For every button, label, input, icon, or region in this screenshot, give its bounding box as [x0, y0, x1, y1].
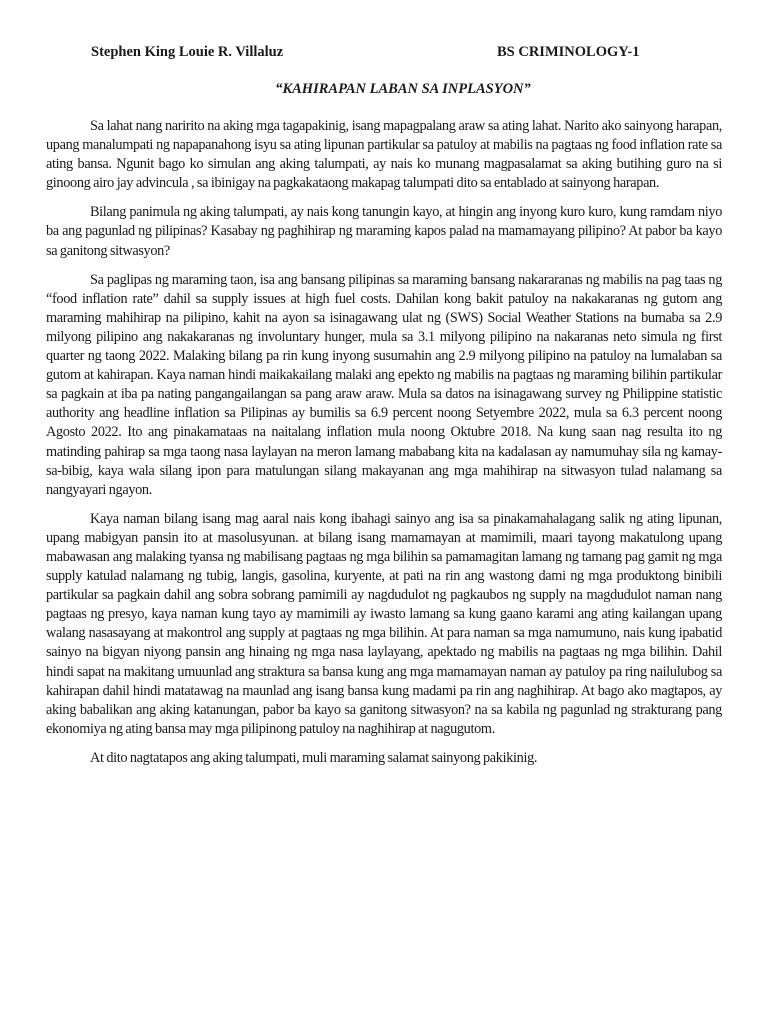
document-header — [91, 44, 671, 64]
paragraph-5: At dito nagtatapos ang aking talumpati, muli maraming salamat sainyong pakikinig. — [90, 749, 538, 766]
paragraph-2: Bilang panimula ng aking talumpati, ay nais kong tanungin kayo, at hingin ang inyong kuro kuro, kung ramdam niyo ba ang pagunlad ng pilipinas? Kasabay ng paghihirap ng maraming kapos palad na mamamayang pilipino? At pabor ba kayo sa ganitong sitwasyon? — [46, 204, 722, 259]
speech-title: “KAHIRAPAN LABAN SA INPLASYON” — [275, 81, 531, 97]
paragraph-4: Kaya naman bilang isang mag aaral nais kong ibahagi sainyo ang isa sa pinakamahalagang salik ng ating lipunan, upang mabigyan pansin ito at masolusyunan. at bilang isang mamamayan at mamimili, maari tayong makatulong upang mabawasan ang malaking tyansa ng mabilisang pagtaas ng mga bilihin sa pamamagitan lamang ng tamang pag gamit ng mga supply katulad nalamang ng tubig, langis, gasolina, kuryente, at pati na rin ang wastong dami ng mga produktong binibili partikular sa pagkain dahil ang sobra sobrang pamimili ay nagdudulot ng pagkaubos ng supply na magdudulot naman nang pagtaas ng presyo, kaya naman kung tayo ay mamimili ay iwasto lamang sa kung gaano karami ang ating kailangan upang walang nasasayang at makontrol ang supply at pagtaas ng mga bilihin. At para naman sa mga namumuno, nais kung ipabatid sainyo na bigyan niyong pansin ang hinaing ng mga nasa laylayang, apektado ng mabilis na pagtaas ng mga bilihin. Dahil hindi sapat na makitang umuunlad ang straktura sa bansa kung ang mga mamamayan naman ay patuloy pa ring nailulubog sa kahirapan dahil hindi matatawag na maunlad ang isang bansa kung madami pa rin ang naghihirap. At bago ako magtapos, ay aking babalikan ang aking katanungan, pabor ba kayo sa ganitong sitwasyon? na sa kabila ng pagunlad ng strakturang pang ekonomiya ng ating bansa may mga pilipinong patuloy na naghihirap at nagugutom. — [46, 510, 722, 737]
speech-body — [46, 117, 722, 778]
paragraph-1: Sa lahat nang naririto na aking mga tagapakinig, isang mapagpalang araw sa ating lahat. Narito ako sainyong harapan, upang manalumpati ng napapanahong isyu sa ating lipunan partikular sa patuloy at mabilis na pagtaas ng food inflation rate sa ating bansa. Ngunit bago ko simulan ang aking talumpati, ay nais ko munang magpasalamat sa aking butihing guro na si ginoong airo jay advincula , sa ibinigay na pagkakataong makapag talumpati dito sa entablado at sainyong harapan. — [46, 118, 722, 192]
paragraph-3: Sa paglipas ng maraming taon, isa ang bansang pilipinas sa maraming bansang nakararanas ng mabilis na pag taas ng “food inflation rate” dahil sa supply issues at high fuel costs. Dahilan kong bakit patuloy na nakakaranas ng gutom ang maraming mahihirap na pilipino, kahit na ayon sa isinagawang ulat ng (SWS) Social Weather Stations na bumaba sa 2.9 milyong pilipino ang nakakaranas ng involuntary hunger, mula sa 3.1 milyong pilipino na nakaranas neto simula ng first quarter ng taong 2022. Malaking bilang pa rin kung inyong susumahin ang 2.9 milyong pilipino na patuloy na lumalaban sa gutom at kahirapan. Kaya naman hindi maikakailang malaki ang epekto ng mabilis na pagtaas ng maraming bilihin partikular sa pagkain at iba pa nating pangangailangan sa pang araw araw. Mula sa datos na isinagawang survey ng Philippine statistic authority ang headline inflation sa Pilipinas ay bumilis sa 6.9 percent noong Setyembre 2022, mula sa 6.3 percent noong Agosto 2022. Ito ang pinakamataas na naitalang inflation mula noong Oktubre 2018. Na kung saan nag resulta ito ng matinding pahirap sa mga taong nasa laylayan na meron lamang mababang kita na kadalasan ay namumuhay sila ng kamay-sa-bibig, kaya wala silang ipon para matulungan silang makayanan ang mga mahihirap na sitwasyon tulad nalamang sa nangyayari ngayon. — [46, 271, 722, 498]
course-label: BS CRIMINOLOGY-1 — [497, 44, 640, 60]
author-name: Stephen King Louie R. Villaluz — [91, 44, 284, 60]
